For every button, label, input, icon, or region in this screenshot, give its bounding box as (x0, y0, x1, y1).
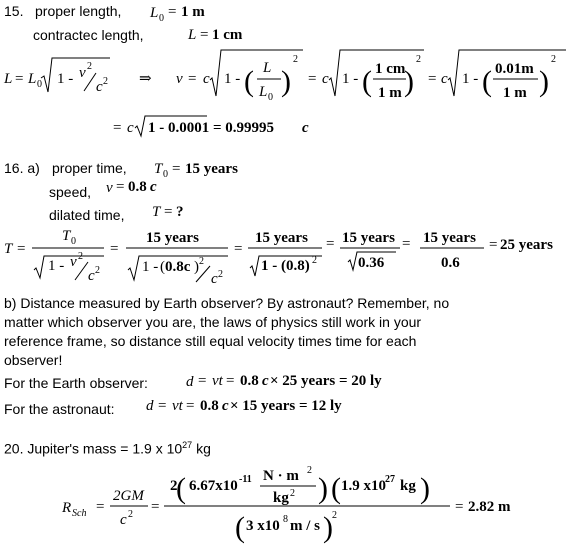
svg-text:=: = (198, 373, 207, 389)
svg-text:8: 8 (283, 514, 288, 525)
svg-text:c: c (262, 373, 269, 389)
svg-text:2.82 m: 2.82 m (468, 499, 511, 515)
svg-text:0: 0 (268, 92, 273, 103)
svg-text:(: ( (160, 259, 165, 275)
svg-text:=: = (172, 161, 181, 177)
svg-text:=: = (226, 373, 235, 389)
svg-text:2: 2 (307, 465, 312, 476)
svg-text:=: = (151, 499, 160, 515)
proper-length-label: proper length, (35, 3, 122, 19)
svg-text:0.01m: 0.01m (495, 61, 534, 77)
svg-text:): ) (539, 65, 549, 98)
jupiter-mass-exponent: 27 (182, 440, 193, 450)
svg-text:c: c (88, 268, 95, 284)
svg-text:15 years: 15 years (146, 230, 199, 246)
svg-text:2: 2 (218, 269, 223, 280)
svg-text:c: c (222, 398, 229, 414)
svg-text:1.9 x10: 1.9 x10 (341, 478, 386, 494)
svg-text:3 x10: 3 x10 (246, 518, 280, 534)
svg-text:2: 2 (199, 256, 204, 267)
svg-text:2: 2 (87, 61, 92, 72)
svg-text:27: 27 (385, 474, 395, 485)
svg-text:(: ( (362, 65, 372, 98)
svg-text:15 years: 15 years (342, 230, 395, 246)
svg-text:=: = (308, 71, 317, 87)
svg-text:1 -: 1 - (224, 71, 241, 87)
svg-text:1 -: 1 - (142, 259, 159, 275)
svg-text:2: 2 (290, 488, 295, 499)
svg-text:0.8c: 0.8c (165, 259, 191, 275)
svg-text:=: = (116, 179, 125, 195)
svg-text:v: v (176, 71, 183, 87)
svg-text:2: 2 (551, 54, 556, 65)
svg-text:0: 0 (37, 79, 42, 90)
svg-text:L: L (259, 84, 268, 100)
svg-text:): ) (281, 65, 291, 98)
svg-text:): ) (420, 472, 430, 505)
svg-text:6.67x10: 6.67x10 (189, 478, 238, 494)
earth-observer-label: For the Earth observer: (4, 375, 148, 391)
svg-text:v: v (79, 65, 86, 81)
problem-16a-number: 16. a) (4, 160, 40, 176)
svg-text:× 15 years = 12 ly: × 15 years = 12 ly (230, 398, 342, 414)
svg-text:2: 2 (416, 54, 421, 65)
svg-text:2GM: 2GM (113, 488, 144, 504)
svg-text:1 -: 1 - (48, 258, 65, 274)
svg-text:(: ( (244, 65, 254, 98)
svg-text:2: 2 (312, 255, 317, 266)
svg-text:c: c (203, 71, 210, 87)
svg-text:=: = (489, 237, 498, 253)
svg-text:L: L (263, 60, 272, 76)
svg-text:1 -: 1 - (462, 71, 479, 87)
svg-text:Sch: Sch (72, 508, 87, 519)
part-b-line-2: matter which observer you are, the laws of physics still work in your (4, 314, 422, 330)
svg-text:⇒: ⇒ (139, 71, 152, 87)
svg-text:c: c (127, 120, 134, 136)
jupiter-mass-label: 20. Jupiter's mass = 1.9 x 10 (4, 440, 183, 457)
svg-text:): ) (404, 65, 414, 98)
svg-text:2: 2 (128, 509, 133, 520)
svg-text:(: ( (176, 472, 186, 505)
part-b-line-3: reference frame, so distance still equal velocity times time for each (4, 333, 417, 349)
svg-text:T: T (154, 161, 163, 177)
svg-text:1 m: 1 m (181, 4, 205, 20)
svg-text:): ) (194, 259, 199, 275)
svg-text:0: 0 (159, 13, 164, 24)
svg-text:kg: kg (273, 490, 289, 506)
svg-text:v: v (106, 180, 113, 196)
svg-text:=: = (17, 241, 26, 257)
svg-text:=: = (158, 398, 167, 414)
svg-text:kg: kg (400, 478, 416, 494)
svg-text:(: ( (482, 65, 492, 98)
svg-text:=: = (326, 236, 335, 252)
dilated-time-label: dilated time, (49, 207, 125, 223)
svg-text:=: = (428, 71, 437, 87)
svg-text:1 - (0.8): 1 - (0.8) (261, 258, 310, 274)
speed-label: speed, (49, 184, 92, 200)
svg-text:L: L (28, 71, 37, 87)
svg-text:c: c (211, 271, 218, 287)
svg-text:=: = (188, 71, 197, 87)
svg-text:R: R (62, 500, 72, 516)
svg-text:2: 2 (332, 510, 337, 521)
svg-text:T: T (62, 228, 71, 244)
svg-text:=: = (402, 236, 411, 252)
svg-text:=: = (200, 27, 209, 43)
svg-text:c: c (302, 120, 309, 136)
contracted-length-label: contractec length, (33, 27, 144, 43)
svg-text:=: = (110, 241, 119, 257)
svg-text:vt: vt (212, 373, 223, 389)
svg-text:v: v (70, 254, 77, 270)
svg-text:× 25 years = 20 ly: × 25 years = 20 ly (270, 373, 382, 389)
svg-text:0.8: 0.8 (200, 398, 219, 414)
svg-text:=: = (455, 499, 464, 515)
part-b-line-4: observer! (4, 352, 63, 368)
svg-text:c: c (150, 179, 157, 195)
svg-text:0.36: 0.36 (358, 255, 385, 271)
svg-text:): ) (323, 511, 333, 544)
svg-text:1 cm: 1 cm (212, 27, 243, 43)
svg-text:T: T (4, 241, 13, 257)
svg-text:15 years: 15 years (423, 230, 476, 246)
svg-text:=: = (15, 71, 24, 87)
svg-text:?: ? (176, 204, 184, 220)
svg-text:T: T (152, 204, 161, 220)
svg-text:2: 2 (170, 478, 178, 494)
svg-text:): ) (318, 472, 328, 505)
svg-text:25 years: 25 years (500, 237, 553, 253)
svg-text:(: ( (235, 511, 245, 544)
svg-text:m / s: m / s (290, 518, 320, 534)
svg-text:-11: -11 (239, 474, 252, 485)
svg-text:1 m: 1 m (503, 85, 527, 101)
svg-text:c: c (322, 71, 329, 87)
svg-text:0: 0 (71, 236, 76, 247)
svg-text:(: ( (331, 472, 341, 505)
svg-text:1 -: 1 - (57, 71, 74, 87)
svg-text:15 years: 15 years (255, 230, 308, 246)
svg-text:c: c (96, 79, 103, 95)
svg-text:d: d (146, 398, 154, 414)
svg-text:=: = (234, 241, 243, 257)
svg-text:=: = (164, 204, 173, 220)
svg-text:2: 2 (293, 54, 298, 65)
svg-text:vt: vt (172, 398, 183, 414)
svg-text:0: 0 (163, 169, 168, 180)
svg-text:=: = (96, 499, 105, 515)
svg-text:0.8: 0.8 (128, 179, 147, 195)
svg-text:L: L (188, 27, 197, 43)
svg-text:N · m: N · m (263, 468, 299, 484)
proper-time-label: proper time, (52, 160, 127, 176)
svg-text:L: L (150, 5, 159, 21)
svg-text:=: = (113, 120, 122, 136)
problem-15-number: 15. (4, 3, 24, 19)
svg-text:1 - 0.0001 = 0.99995: 1 - 0.0001 = 0.99995 (148, 120, 275, 136)
svg-text:0.6: 0.6 (441, 255, 460, 271)
svg-text:=: = (186, 398, 195, 414)
svg-text:1 m: 1 m (378, 85, 402, 101)
svg-text:1 -: 1 - (342, 71, 359, 87)
astronaut-label: For the astronaut: (4, 401, 115, 417)
jupiter-mass-unit: kg (196, 440, 211, 457)
svg-text:c: c (120, 512, 127, 528)
svg-text:2: 2 (103, 76, 108, 87)
svg-text:=: = (168, 4, 177, 20)
part-b-line-1: b) Distance measured by Earth observer? By astronaut? Remember, no (4, 295, 450, 311)
svg-text:c: c (441, 71, 448, 87)
svg-text:2: 2 (95, 265, 100, 276)
svg-text:0.8: 0.8 (240, 373, 259, 389)
svg-text:1 cm: 1 cm (375, 61, 406, 77)
svg-text:2: 2 (78, 251, 83, 262)
svg-text:15 years: 15 years (185, 161, 238, 177)
svg-text:L: L (4, 71, 13, 87)
svg-text:d: d (186, 374, 194, 390)
